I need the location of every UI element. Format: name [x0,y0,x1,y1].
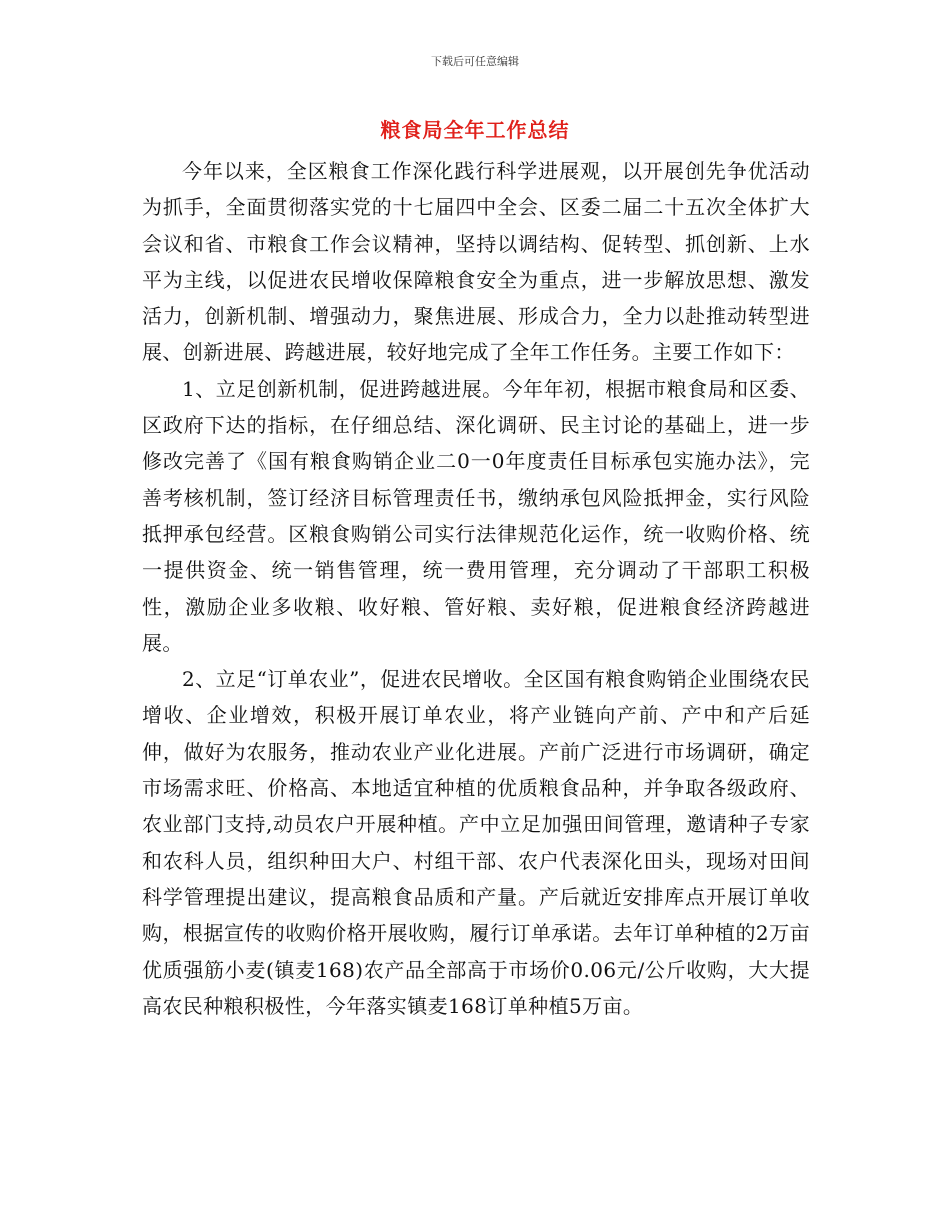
paragraph-section-1: 1、立足创新机制，促进跨越进展。今年年初，根据市粮食局和区委、区政府下达的指标，在仔细总结、深化调研、民主讨论的基础上，进一步修改完善了《国有粮食购销企业二0一0年度责任目标承包实施办法》，完善考核机制，签订经济目标管理责任书，缴纳承包风险抵押金，实行风险抵押承包经营。区粮食购销公司实行法律规范化运作，统一收购价格、统一提供资金、统一销售管理，统一费用管理，充分调动了干部职工积极性，激励企业多收粮、收好粮、管好粮、卖好粮，促进粮食经济跨越进展。 [142,376,810,655]
paragraph-intro: 今年以来，全区粮食工作深化践行科学进展观，以开展创先争优活动为抓手，全面贯彻落实党的十七届四中全会、区委二届二十五次全体扩大会议和省、市粮食工作会议精神，坚持以调结构、促转型、抓创新、上水平为主线，以促进农民增收保障粮食安全为重点，进一步解放思想、激发活力，创新机制、增强动力，聚焦进展、形成合力，全力以赴推动转型进展、创新进展、跨越进展，较好地完成了全年工作任务。主要工作如下： [142,159,810,365]
document-body [142,153,810,1024]
paragraph-section-2: 2、立足“订单农业”，促进农民增收。全区国有粮食购销企业围绕农民增收、企业增效，积极开展订单农业，将产业链向产前、产中和产后延伸，做好为农服务，推动农业产业化进展。产前广泛进行市场调研，确定市场需求旺、价格高、本地适宜种植的优质粮食品种，并争取各级政府、农业部门支持,动员农户开展种植。产中立足加强田间管理，邀请种子专家和农科人员，组织种田大户、村组干部、农户代表深化田头，现场对田间科学管理提出建议，提高粮食品质和产量。产后就近安排库点开展订单收购，根据宣传的收购价格开展收购，履行订单承诺。去年订单种植的2万亩优质强筋小麦(镇麦168)农产品全部高于市场价0.06元/公斤收购，大大提高农民种粮积极性，今年落实镇麦168订单种植5万亩。 [142,667,810,1018]
page-header-note: 下载后可任意编辑 [431,55,519,68]
document-title: 粮食局全年工作总结 [380,118,570,142]
